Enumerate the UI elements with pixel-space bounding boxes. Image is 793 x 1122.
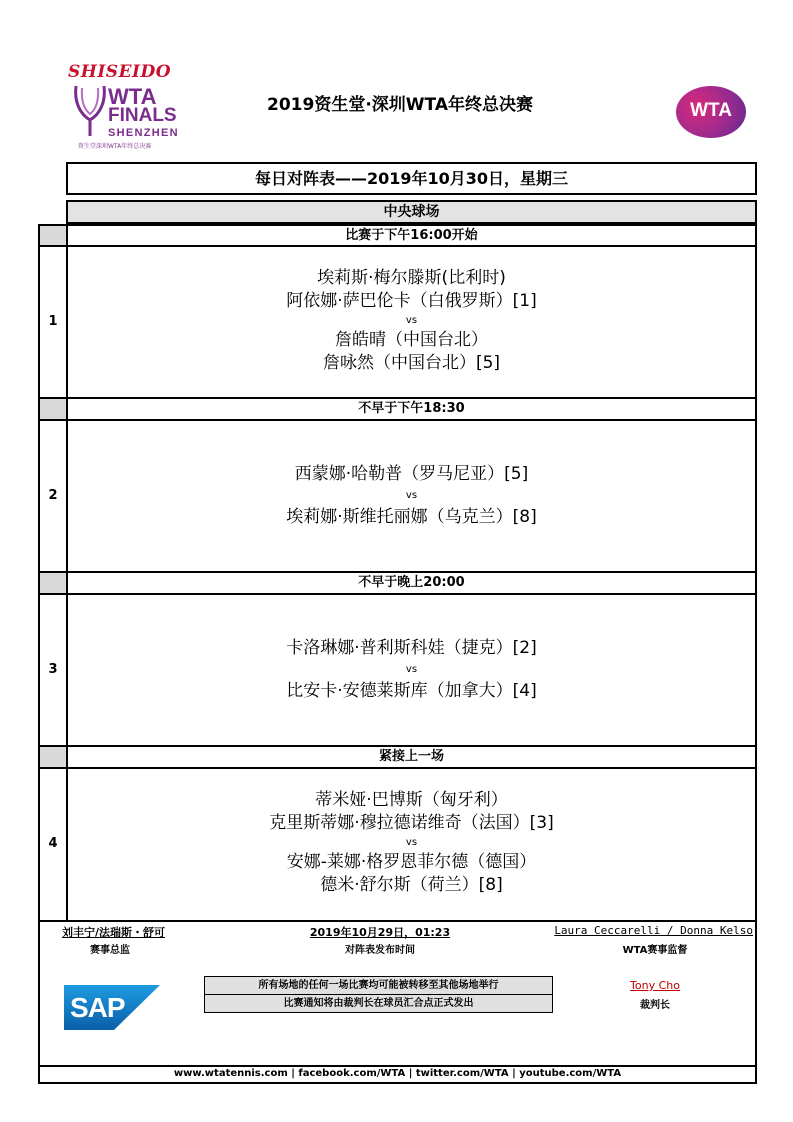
shiseido-logo: SHISEIDO [68,62,172,82]
referee-name: Tony Cho [630,979,680,992]
vs-label: vs [405,490,418,501]
sap-logo [64,985,160,1030]
logo-subline: 资生堂深圳WTA年终总决赛 [78,143,152,150]
footer-links[interactable]: www.wtatennis.com | facebook.com/WTA | twitter.com/WTA | youtube.com/WTA [173,1068,622,1079]
wta-logo-text: WTA [690,100,732,121]
player-name: 詹皓晴（中国台北） [335,330,488,350]
match-number: 4 [48,836,58,851]
footer-bottom-border [38,1082,757,1084]
sap-logo-text: SAP [70,992,125,1023]
match-number: 1 [48,314,58,329]
tournament-director-role: 赛事总监 [90,945,130,956]
notice-court-change: 所有场地的任何一场比赛均可能被转移至其他场地举行 [204,976,553,995]
trophy-swoosh-icon [70,84,110,142]
player-name: 埃莉斯·梅尔滕斯(比利时) [317,268,506,288]
row-header-cell [40,747,66,767]
published-label: 对阵表发布时间 [345,945,415,956]
wta-finals-logo [70,84,190,154]
vs-label: vs [405,315,418,326]
published-datetime: 2019年10月29日，01:23 [309,926,451,939]
match-time: 不早于下午18:30 [358,401,465,416]
player-name: 蒂米娅·巴博斯（匈牙利） [315,790,508,810]
vs-label: vs [405,837,418,848]
vs-label: vs [405,664,418,675]
tournament-director-name: 刘丰宁/法瑞斯・舒可 [62,926,166,939]
match-number: 3 [48,662,58,677]
supervisors-role: WTA赛事监督 [622,945,688,956]
row-divider [38,767,757,769]
supervisors-name: Laura Ceccarelli / Donna Kelso [554,924,753,937]
player-name: 阿依娜·萨巴伦卡（白俄罗斯）[1] [286,291,537,311]
player-name: 西蒙娜·哈勒普（罗马尼亚）[5] [294,464,529,484]
match-2-block [68,463,755,529]
row-divider [38,419,757,421]
match-time: 不早于晚上20:00 [358,575,465,590]
match-3-block [68,637,755,703]
notice-player-meeting: 比赛通知将由裁判长在球员汇合点正式发出 [204,994,553,1013]
player-name: 安娜-莱娜·格罗恩菲尔德（德国） [286,852,537,872]
match-1-block [68,267,755,375]
logo-shenzhen-text: SHENZHEN [108,127,179,139]
row-header-cell [40,573,66,593]
match-4-block [68,789,755,897]
player-name: 克里斯蒂娜·穆拉德诺维奇（法国）[3] [269,813,554,833]
logo-finals-text: FINALS [108,105,177,126]
row-divider [38,920,757,922]
wta-logo [676,86,746,138]
match-number: 2 [48,488,58,503]
row-divider [38,593,757,595]
match-time: 比赛于下午16:00开始 [345,228,478,243]
logo-wta-text: WTA [108,84,157,109]
player-name: 埃莉娜·斯维托丽娜（乌克兰）[8] [286,507,537,527]
match-time: 紧接上一场 [378,749,444,764]
player-name: 卡洛琳娜·普利斯科娃（捷克）[2] [286,638,537,658]
player-name: 詹咏然（中国台北）[5] [322,353,501,373]
player-name: 比安卡·安德莱斯库（加拿大）[4] [286,681,537,701]
row-divider [38,245,757,247]
page-title: 2019资生堂·深圳WTA年终总决赛 [267,95,533,115]
row-header-cell [40,399,66,419]
row-header-cell [40,226,66,246]
court-name: 中央球场 [66,200,757,224]
day-title: 每日对阵表——2019年10月30日，星期三 [66,162,757,195]
row-divider [38,397,757,399]
referee-role: 裁判长 [640,1000,670,1011]
row-divider [38,745,757,747]
row-divider [38,571,757,573]
player-name: 德米·舒尔斯（荷兰）[8] [320,875,503,895]
